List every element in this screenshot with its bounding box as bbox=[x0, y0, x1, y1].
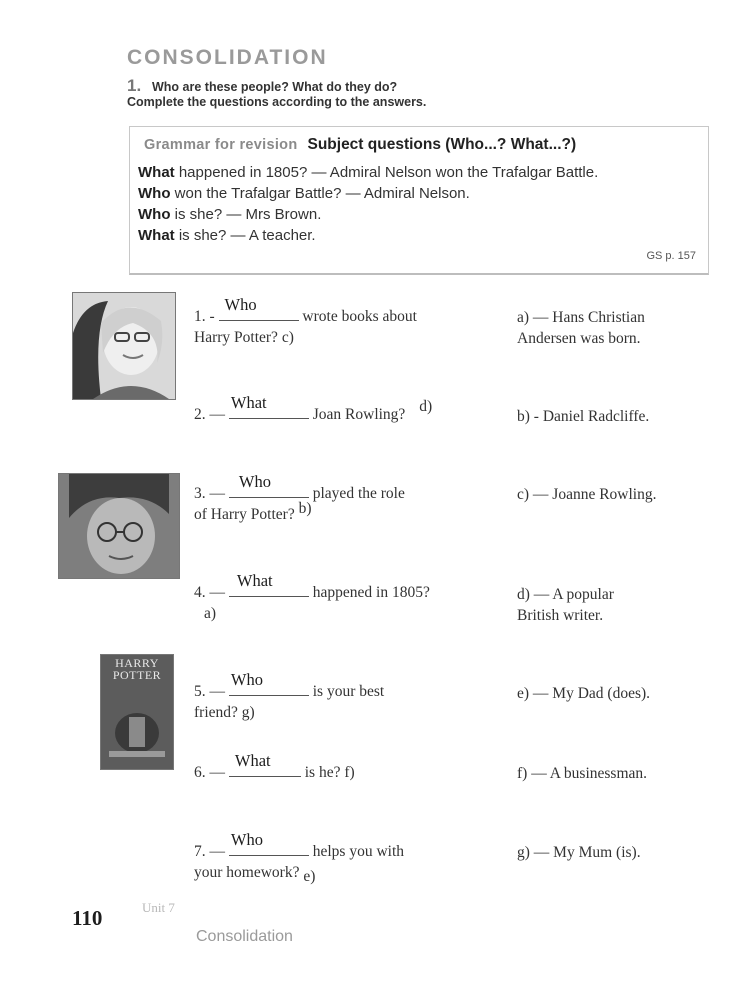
grammar-example: Who won the Trafalgar Battle? — Admiral Nelson. bbox=[138, 185, 470, 202]
exercise-instruction-2: Complete the questions according to the answers. bbox=[127, 95, 427, 109]
footer-section: Consolidation bbox=[196, 928, 293, 945]
answer-g: g) — My Mum (is). bbox=[517, 844, 641, 861]
answer-f: f) — A businessman. bbox=[517, 765, 648, 782]
grammar-example: Who is she? — Mrs Brown. bbox=[138, 206, 322, 223]
footer-unit: Unit 7 bbox=[142, 900, 175, 915]
answer-blank[interactable]: Who bbox=[219, 306, 299, 321]
answer-blank[interactable]: What bbox=[229, 404, 309, 419]
book-cover bbox=[100, 654, 174, 770]
answer-blank[interactable]: Who bbox=[229, 681, 309, 696]
grammar-box bbox=[129, 126, 709, 275]
photo-daniel-radcliffe bbox=[58, 473, 180, 579]
grammar-label: Grammar for revision bbox=[144, 137, 298, 153]
exercise-number: 1. bbox=[127, 76, 142, 95]
question-7: 7. — Who helps you with your homework? e) bbox=[194, 830, 405, 885]
question-2: 2. — What Joan Rowling? d) bbox=[194, 393, 433, 423]
exercise-instruction-1: Who are these people? What do they do? bbox=[152, 80, 398, 94]
answer-blank[interactable]: What bbox=[229, 762, 301, 777]
question-3: 3. — Who played the role of Harry Potter? b) bbox=[194, 472, 405, 523]
question-5: 5. — Who is your best friend? g) bbox=[194, 670, 385, 721]
question-1: 1. - Who wrote books about Harry Potter? c) bbox=[194, 295, 417, 346]
answer-b: b) - Daniel Radcliffe. bbox=[517, 408, 650, 425]
question-6: 6. — What is he? f) bbox=[194, 751, 355, 781]
answer-blank[interactable]: What bbox=[229, 582, 309, 597]
grammar-reference: GS p. 157 bbox=[646, 250, 696, 262]
section-title: CONSOLIDATION bbox=[127, 46, 328, 69]
answer-d: d) — A popular British writer. bbox=[517, 586, 614, 624]
grammar-example: What is she? — A teacher. bbox=[138, 227, 316, 244]
answer-a: a) — Hans Christian Andersen was born. bbox=[517, 309, 645, 347]
question-4: 4. — What happened in 1805? a) bbox=[194, 571, 430, 622]
answer-blank[interactable]: Who bbox=[229, 841, 309, 856]
book-title: HARRY POTTER bbox=[112, 656, 162, 682]
photo-joanne-rowling bbox=[72, 292, 176, 400]
answer-e: e) — My Dad (does). bbox=[517, 685, 651, 702]
page-number: 110 bbox=[72, 906, 103, 930]
answer-c: c) — Joanne Rowling. bbox=[517, 486, 657, 503]
grammar-topic: Subject questions (Who...? What...?) bbox=[307, 136, 577, 153]
grammar-heading bbox=[144, 136, 576, 154]
grammar-example: What happened in 1805? — Admiral Nelson won the Trafalgar Battle. bbox=[138, 164, 599, 181]
answer-blank[interactable]: Who bbox=[229, 483, 309, 498]
